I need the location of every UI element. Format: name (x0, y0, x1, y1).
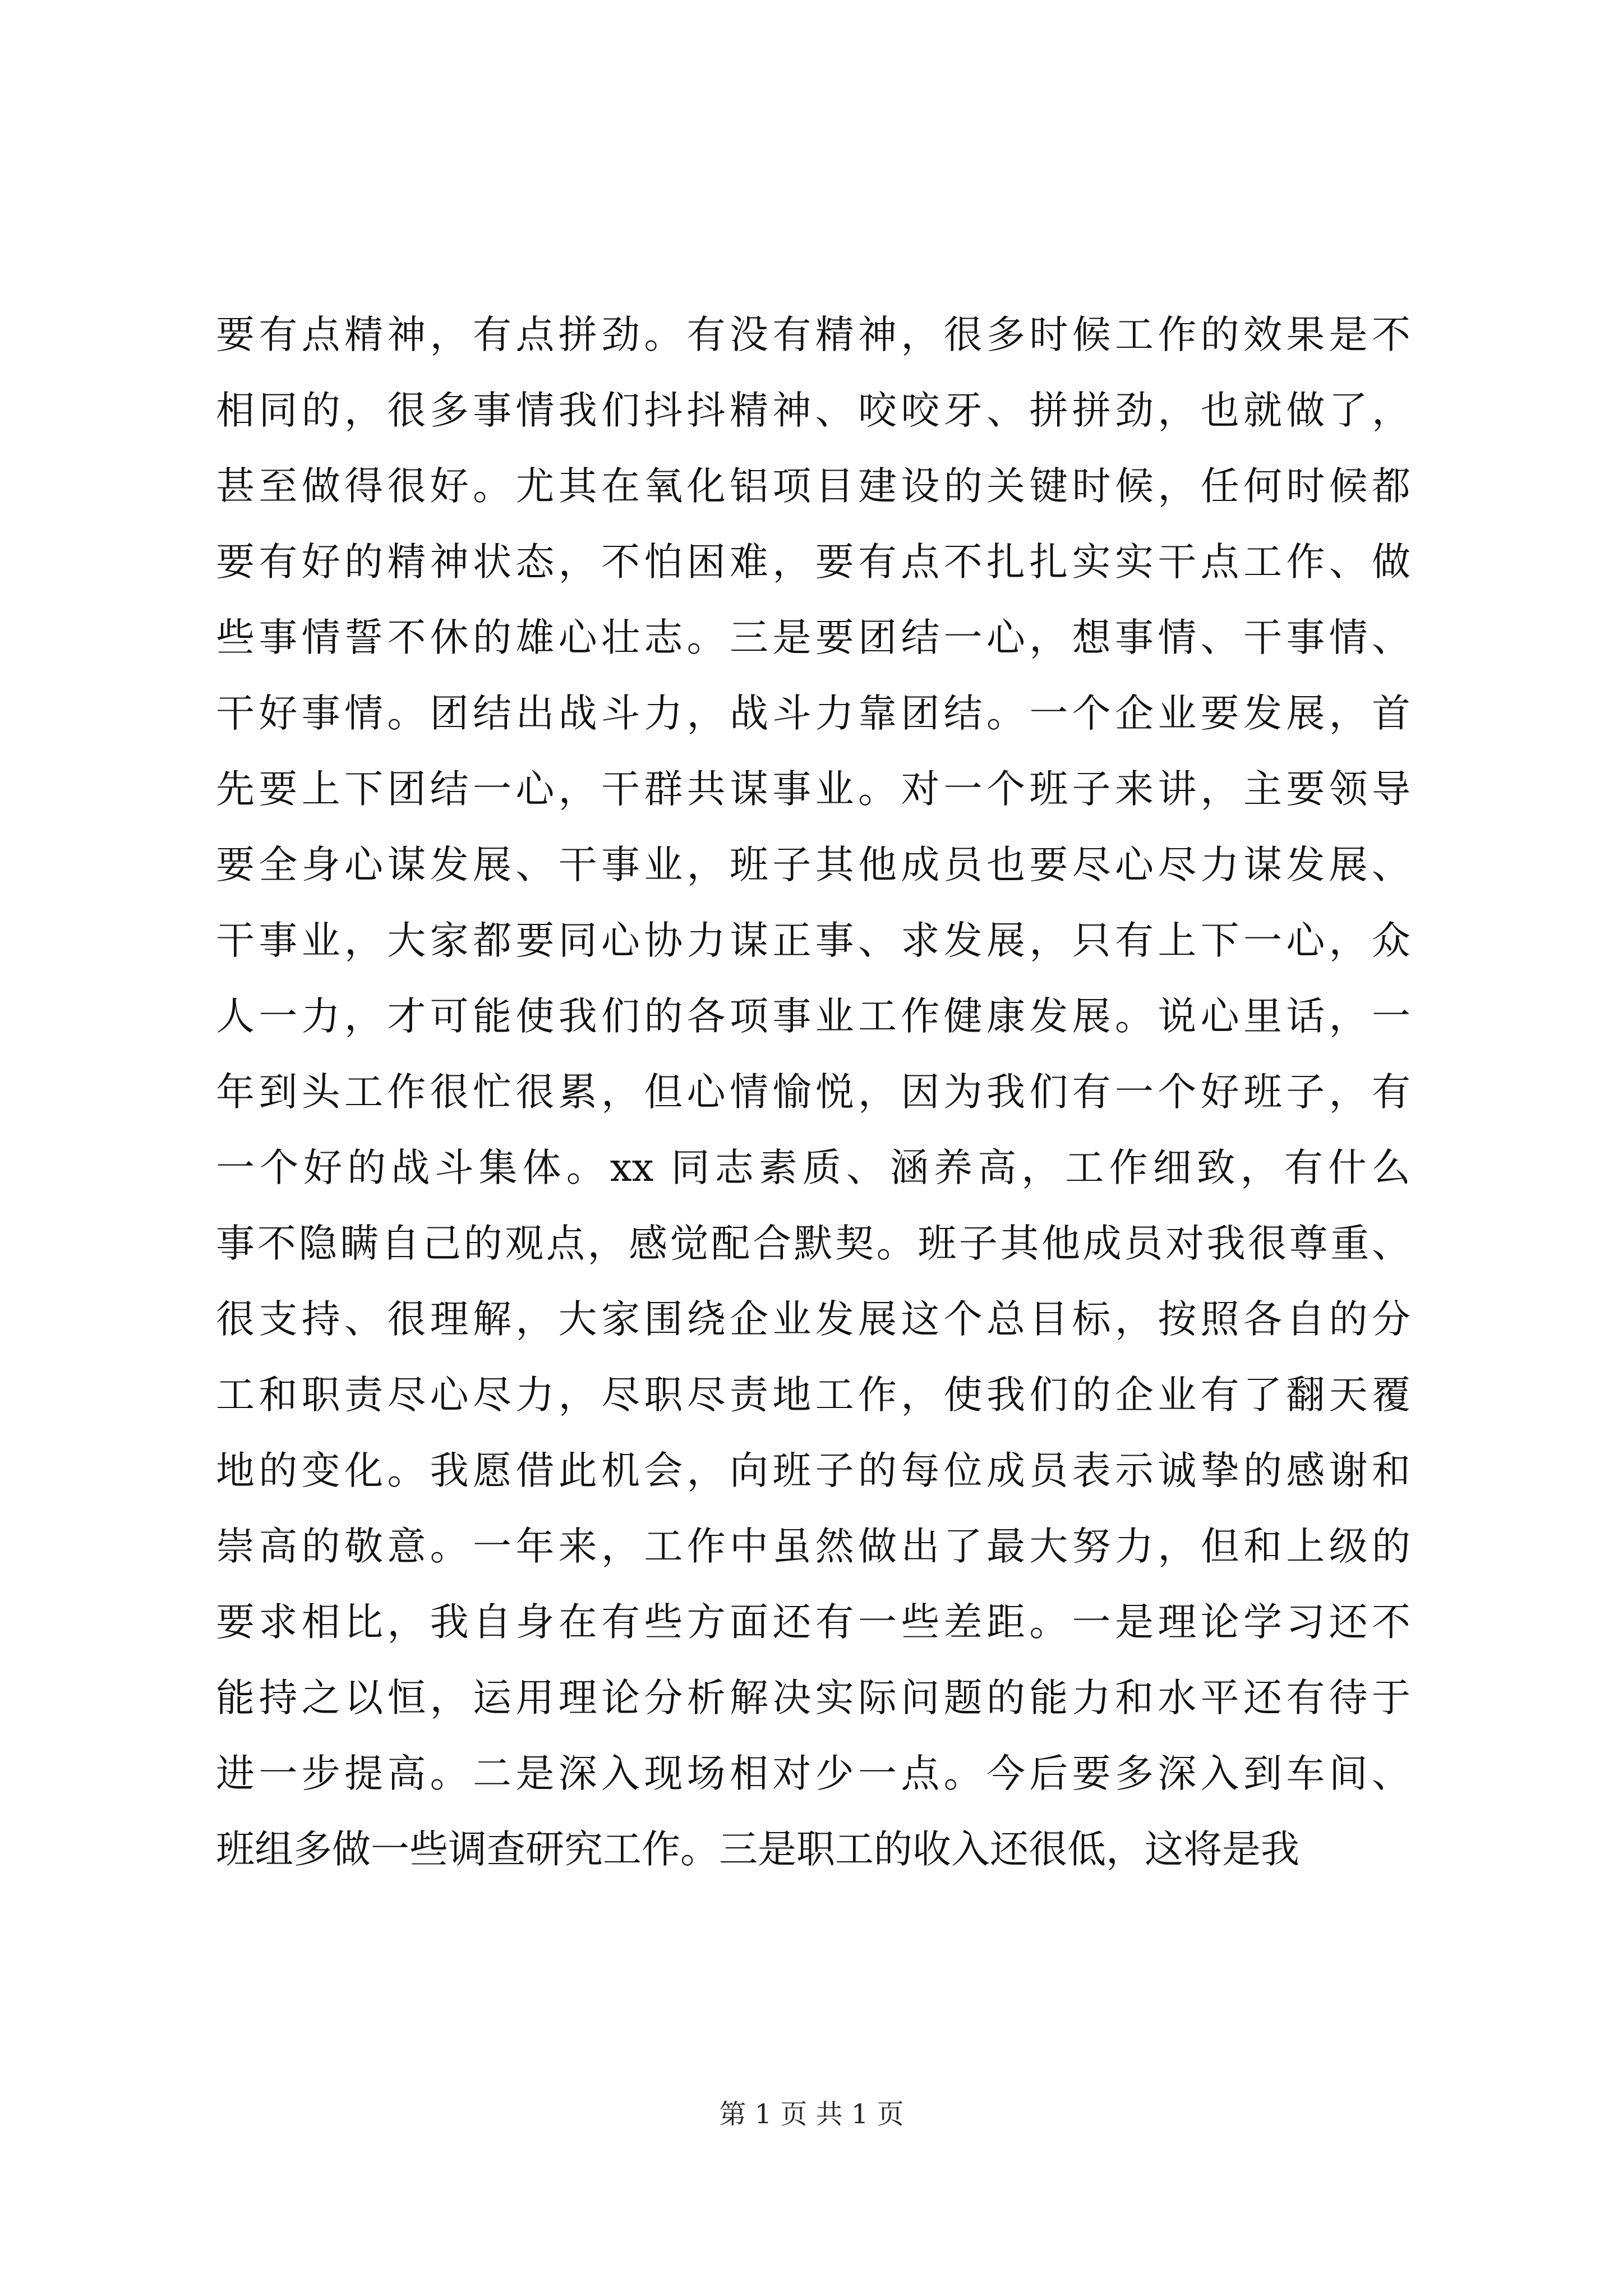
text-line: 要求相比，我自身在有些方面还有一些差距。一是理论学习还不 (216, 1600, 1410, 1645)
text-line: 崇高的敬意。一年来，工作中虽然做出了最大努力，但和上级的 (216, 1524, 1410, 1569)
text-line: 些事情誓不休的雄心壮志。三是要团结一心，想事情、干事情、 (216, 615, 1410, 660)
text-line: 要有好的精神状态，不怕困难，要有点不扎扎实实干点工作、做 (216, 540, 1410, 585)
text-line: 干好事情。团结出战斗力，战斗力靠团结。一个企业要发展，首 (216, 691, 1410, 736)
text-line: 进一步提高。二是深入现场相对少一点。今后要多深入到车间、 (216, 1751, 1410, 1796)
text-line: 要全身心谋发展、干事业，班子其他成员也要尽心尽力谋发展、 (216, 843, 1410, 887)
page-number-label: 第 1 页 共 1 页 (719, 2099, 904, 2130)
text-line: 工和职责尽心尽力，尽职尽责地工作，使我们的企业有了翻天覆 (216, 1373, 1410, 1418)
text-line: 很支持、很理解，大家围绕企业发展这个总目标，按照各自的分 (216, 1297, 1410, 1342)
text-line: 年到头工作很忙很累，但心情愉悦，因为我们有一个好班子，有 (216, 1070, 1410, 1115)
text-line: 班组多做一些调查研究工作。三是职工的收入还很低，这将是我 (216, 1827, 1299, 1872)
page-footer (0, 2092, 1623, 2131)
text-line: 要有点精神，有点拼劲。有没有精神，很多时候工作的效果是不 (216, 312, 1410, 357)
text-line: 干事业，大家都要同心协力谋正事、求发展，只有上下一心，众 (216, 918, 1410, 963)
text-line: 地的变化。我愿借此机会，向班子的每位成员表示诚挚的感谢和 (216, 1448, 1410, 1493)
body-text (216, 297, 1410, 1888)
text-line: 能持之以恒，运用理论分析解决实际问题的能力和水平还有待于 (216, 1676, 1410, 1720)
text-line: 一个好的战斗集体。xx 同志素质、涵养高，工作细致，有什么 (216, 1145, 1410, 1190)
text-line: 事不隐瞒自己的观点，感觉配合默契。班子其他成员对我很尊重、 (216, 1221, 1410, 1266)
text-line: 先要上下团结一心，干群共谋事业。对一个班子来讲，主要领导 (216, 767, 1410, 812)
text-line: 人一力，才可能使我们的各项事业工作健康发展。说心里话，一 (216, 994, 1410, 1039)
text-line: 相同的，很多事情我们抖抖精神、咬咬牙、拼拼劲，也就做了， (216, 388, 1410, 433)
text-line: 甚至做得很好。尤其在氧化铝项目建设的关键时候，任何时候都 (216, 464, 1410, 509)
